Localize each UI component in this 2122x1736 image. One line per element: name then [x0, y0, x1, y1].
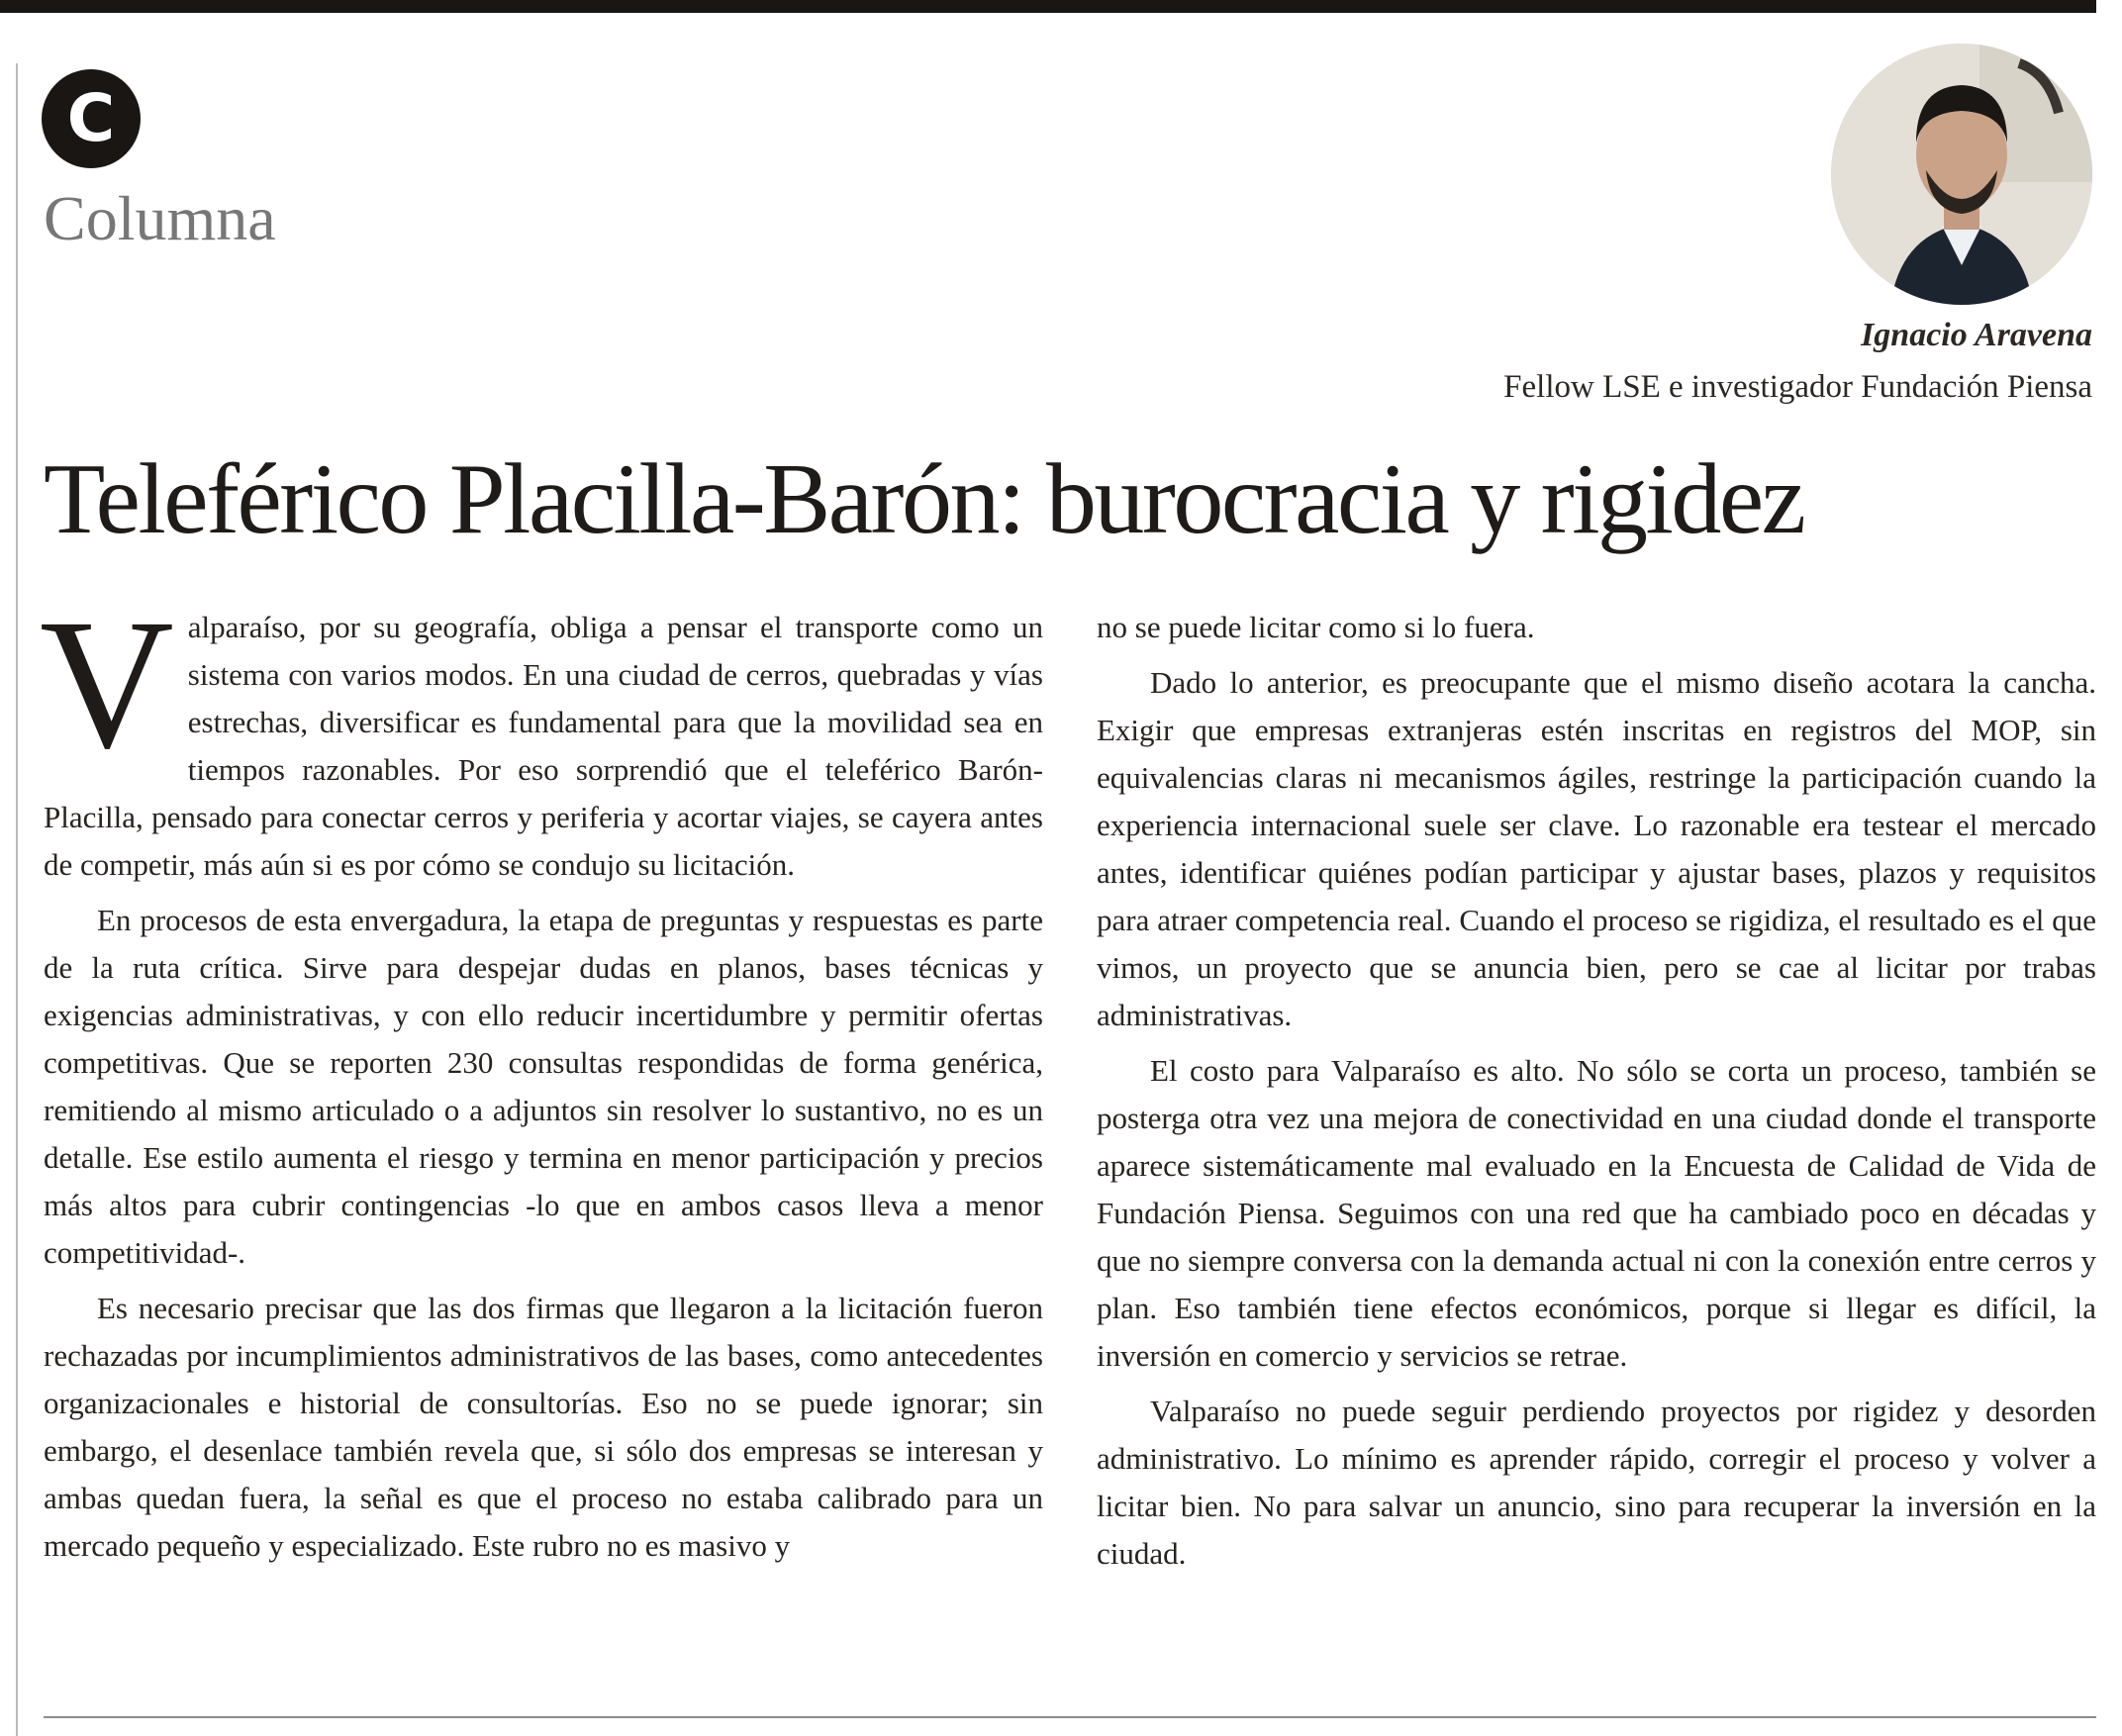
- section-label: Columna: [44, 183, 276, 253]
- section-badge: C: [42, 69, 141, 168]
- article-paragraph: El costo para Valparaíso es alto. No sólo se corta un proceso, también se posterga otra vez una mejora de conectividad en una ciudad donde el transporte aparece sistemáticamente mal evaluado en la Encuesta de Calidad de Vida de Fundación Piensa. Seguimos con una red que ha cambiado poco en décadas y que no siempre conversa con la demanda actual ni con la conexión entre cerros y plan. Eso también tiene efectos económicos, porque si llegar es difícil, la inversión en comercio y servicios se retrae.: [1097, 1053, 2096, 1373]
- author-photo: [1831, 44, 2092, 305]
- author-name: Ignacio Aravena: [1861, 317, 2092, 353]
- article-paragraph: Valparaíso no puede seguir perdiendo proyectos por rigidez y desorden administrativo. Lo mínimo es aprender rápido, corregir el proceso y volver a licitar bien. No para salvar un anuncio, sino para recuperar la inversión en la ciudad.: [1097, 1394, 2096, 1571]
- bottom-rule: [44, 1716, 2096, 1718]
- article-headline: Teleférico Placilla-Barón: burocracia y rigidez: [44, 443, 1804, 555]
- article-column-right: [1097, 604, 2096, 1578]
- author-portrait-icon: [1831, 44, 2092, 305]
- article-paragraph: Dado lo anterior, es preocupante que el mismo diseño acotara la cancha. Exigir que empresas extranjeras estén inscritas en registros del MOP, sin equivalencias claras ni mecanismos ágiles, restringe la participación cuando la experiencia internacional suele ser clave. Lo razonable era testear el mercado antes, identificar quiénes podían participar y ajustar bases, plazos y requisitos para atraer competencia real. Cuando el proceso se rigidiza, el resultado es el que vimos, un proyecto que se anuncia bien, pero se cae al licitar por trabas administrativas.: [1097, 665, 2096, 1032]
- article-paragraph: [40, 580, 1043, 889]
- article-paragraph: no se puede licitar como si lo fuera.: [1097, 610, 1535, 644]
- article-paragraph: En procesos de esta envergadura, la etapa de preguntas y respuestas es parte de la ruta crítica. Sirve para despejar dudas en planos, bases técnicas y exigencias administrativas, y con ello reducir incertidumbre y permitir ofertas competitivas. Que se reporten 230 consultas respondidas de forma genérica, remitiendo al mismo articulado o a adjuntos sin resolver lo sustantivo, no es un detalle. Ese estilo aumenta el riesgo y termina en menor participación y precios más altos para cubrir contingencias -lo que en ambos casos lleva a menor competitividad-.: [44, 903, 1043, 1270]
- paragraph-text: alparaíso, por su geografía, obliga a pensar el transporte como un sistema con varios modos. En una ciudad de cerros, quebradas y vías estrechas, diversificar es fundamental para que la movilidad sea en tiempos razonables. Por eso sorprendió que el teleférico Barón-Placilla, pensado para conectar cerros y periferia y acortar viajes, se cayera antes de competir, más aún si es por cómo se condujo su licitación.: [44, 610, 1043, 882]
- article-paragraph: Es necesario precisar que las dos firmas que llegaron a la licitación fueron rechazadas por incumplimientos administrativos de las bases, como antecedentes organizacionales e historial de consultorías. Eso no se puede ignorar; sin embargo, el desenlace también revela que, si sólo dos empresas se interesan y ambas quedan fuera, la señal es que el proceso no estaba calibrado para un mercado pequeño y especializado. Este rubro no es masivo y: [44, 1291, 1043, 1563]
- author-role: Fellow LSE e investigador Fundación Piensa: [1503, 369, 2092, 405]
- article-column-left: [40, 580, 1043, 1570]
- drop-cap: V: [40, 580, 174, 787]
- top-rule: [0, 0, 2096, 13]
- left-margin-rule: [16, 63, 18, 1736]
